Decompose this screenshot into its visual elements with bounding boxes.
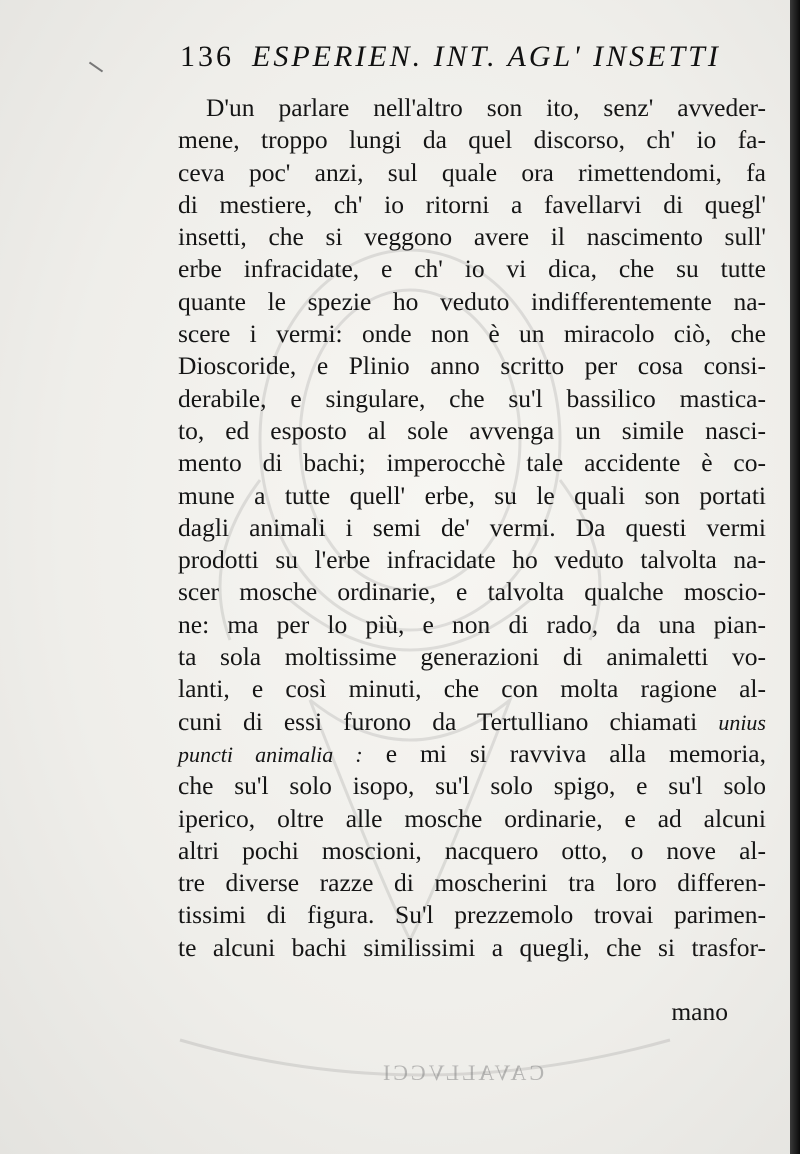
text-line: dagli animali i semi de' vermi. Da questi vermi xyxy=(178,512,766,542)
text-line: erbe infracidate, e ch' io vi dica, che su tutte xyxy=(178,254,766,284)
body-text xyxy=(178,92,766,964)
text-line: mento di bachi; imperocchè tale accidente è co- xyxy=(178,448,766,478)
text-line: mune a tutte quell' erbe, su le quali son portati xyxy=(178,480,766,510)
page-number: 136 xyxy=(180,40,234,73)
italic-latin-phrase: puncti animalia : xyxy=(178,741,363,767)
running-title: ESPERIEN. INT. AGL' INSETTI xyxy=(252,40,721,73)
watermark-stamp: CAVALLVCCI xyxy=(380,1060,545,1085)
text-line: te alcuni bachi similissimi a quegli, che si trasfor- xyxy=(178,932,766,962)
text-line: insetti, che si veggono avere il nascimento sull' xyxy=(178,222,766,252)
text-segment: cuni di essi furono da Tertulliano chiamati xyxy=(178,706,698,736)
text-line: ta sola moltissime generazioni di animaletti vo- xyxy=(178,642,766,672)
book-spine-shadow xyxy=(790,0,800,1154)
text-line: che su'l solo isopo, su'l solo spigo, e su'l solo xyxy=(178,771,766,801)
text-segment: e mi si ravviva alla memoria, xyxy=(385,738,767,768)
text-line: mene, troppo lungi da quel discorso, ch' io fa- xyxy=(178,125,766,155)
text-line: derabile, e singulare, che su'l bassilico mastica- xyxy=(178,383,766,413)
text-line: iperico, oltre alle mosche ordinarie, e ad alcuni xyxy=(178,803,766,833)
text-line: tissimi di figura. Su'l prezzemolo trovai parimen- xyxy=(178,900,766,930)
text-line: altri pochi moscioni, nacquero otto, o nove al- xyxy=(178,835,766,865)
text-line: scere i vermi: onde non è un miracolo ciò, che xyxy=(178,319,766,349)
italic-latin-phrase: unius xyxy=(718,709,766,735)
text-line: quante le spezie ho veduto indifferentemente na- xyxy=(178,286,766,316)
text-line: lanti, e così minuti, che con molta ragione al- xyxy=(178,674,766,704)
running-head xyxy=(180,40,740,74)
text-line: di mestiere, ch' io ritorni a favellarvi di quegl' xyxy=(178,189,766,219)
text-line-with-italic xyxy=(178,738,766,770)
text-line: D'un parlare nell'altro son ito, senz' avveder- xyxy=(206,93,766,122)
text-line: ne: ma per lo più, e non di rado, da una pian- xyxy=(178,609,766,639)
text-line: scer mosche ordinarie, e talvolta qualche moscio- xyxy=(178,577,766,607)
text-line-with-italic xyxy=(178,706,766,738)
text-line: to, ed esposto al sole avvenga un simile nasci- xyxy=(178,415,766,445)
text-line: prodotti su l'erbe infracidate ho veduto talvolta na- xyxy=(178,545,766,575)
text-line: Dioscoride, e Plinio anno scritto per cosa consi- xyxy=(178,351,766,381)
catchword: mano xyxy=(671,997,728,1026)
text-line: ceva poc' anzi, sul quale ora rimettendomi, fa xyxy=(178,157,766,187)
margin-mark xyxy=(89,62,103,73)
text-line: tre diverse razze di moscherini tra loro differen- xyxy=(178,868,766,898)
